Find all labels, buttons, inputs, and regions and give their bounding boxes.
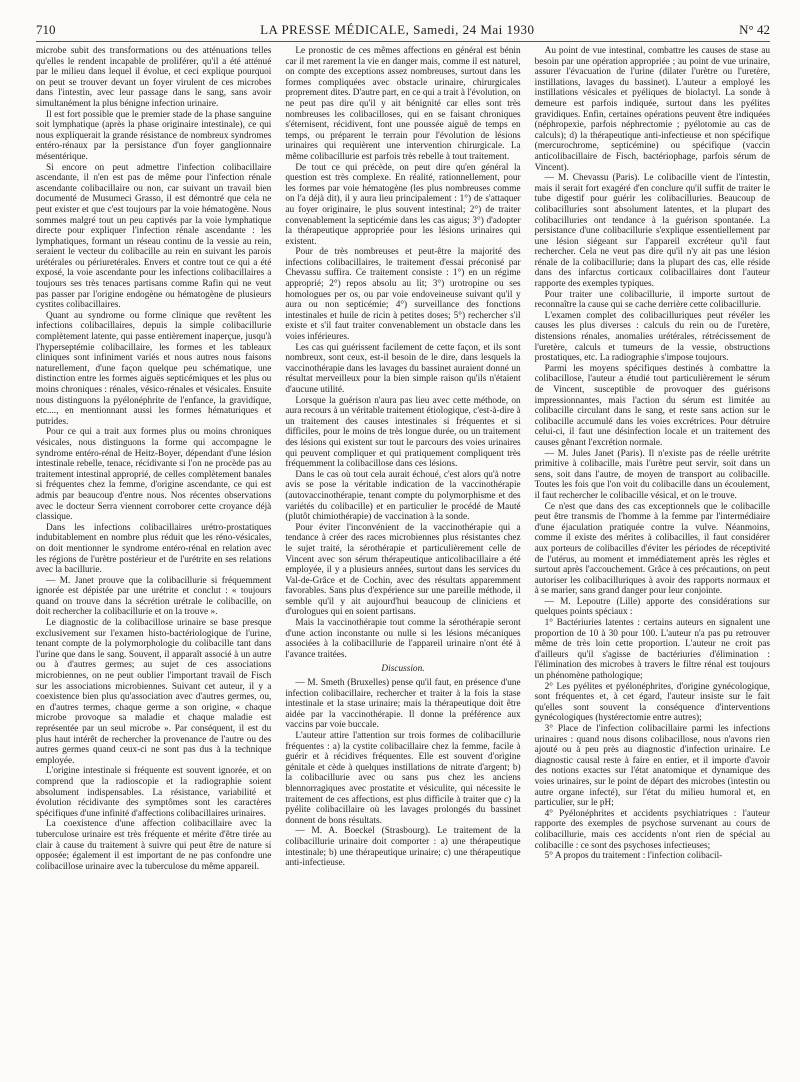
paragraph: microbe subit des transformations ou des atténuations telles qu'elles le rendent incapable de proliférer, qu'il a été atténué par le milieu dans lequel il évolue, et ceci explique pourquoi on peut se trouver devant un foyer virulent de ces microbes dans l'intestin, avec leur passage dans le sang, sans avoir simultanément la plus bénigne infection urinaire.	[36, 46, 272, 109]
paragraph: Il est fort possible que le premier stade de la phase sanguine soit lymphatique (après la phase originaire intestinale), ce qui nous expliquerait la grande résistance de nombreux syndromes entéro-rénaux par la persistance d'un foyer ganglionnaire mésentérique.	[36, 109, 272, 162]
paragraph: — M. Chevassu (Paris). Le colibacille vient de l'intestin, mais il serait fort exagéré d'en conclure qu'il suffit de traiter le tube digestif pour guérir les colibacilluries. Beaucoup de colibacilluries sont absolument latentes, et la plupart des colibacilluries ont tendance à la guérison spontanée. La persistance d'une colibacillurie s'explique essentiellement par une lésion siégeant sur l'appareil excréteur qu'il faut rechercher. Cela ne veut pas dire qu'il n'y ait pas une lésion rénale de la colibacillurie; dans la plupart des cas, elle réside dans des infarctus corticaux colibacillaires dont l'auteur rapporte des exemples typiques.	[534, 173, 770, 290]
paragraph: 2° Les pyélites et pyélonéphrites, d'origine gynécologique, sont fréquentes et, à cet égard, l'auteur insiste sur le fait qu'elles sont souvent la conséquence d'interventions gynécologiques (hystérectomie entre autres);	[534, 681, 770, 724]
paragraph: L'auteur attire l'attention sur trois formes de colibacillurie fréquentes : a) la cystite colibacillaire chez la femme, facile à guérir et à récidives fréquentes. Elle est souvent d'origine génitale et cède à quelques instillations de nitrate d'argent; b) la colibacillurie avec ou sans pus chez les anciens blennorragiques avec prostatite et vésiculite, qui nécessite le traitement de ces affections, est plus difficile à traiter que c) la pyélite colibacillaire où les lavages prolongés du bassinet donnent de bons résultats.	[285, 731, 521, 826]
article-columns	[36, 46, 770, 872]
paragraph: L'origine intestinale si fréquente est souvent ignorée, et on comprend que la radioscopie et la radiographie soient absolument indispensables. La résistance, variabilité et évolution récidivante des symptômes sont les caractères spécifiques d'une infinité d'affections colibacillaires urinaires.	[36, 766, 272, 819]
paragraph: Le diagnostic de la colibacillose urinaire se base presque exclusivement sur l'examen histo-bactériologique de l'urine, tenant compte de la polymorphologie du colibacille tant dans l'urine que dans le sang. Souvent, il apparaît associé à un autre ou à d'autres germes; au sujet de ces associations microbiennes, on ne peut oublier l'important travail de Fisch sur les associations microbiennes. Suivant cet auteur, il y a coexistence bien plus qu'association avec d'autres germes, ou, en d'autres termes, chaque germe a son origine, « chaque microbe provoque sa maladie et chaque maladie est représentée par un seul microbe ». Par conséquent, il est du plus haut intérêt de rechercher la provenance de l'autre ou des autres germes quand ceux-ci ne sont pas dus à la technique employée.	[36, 618, 272, 766]
journal-title: LA PRESSE MÉDICALE, Samedi, 24 Mai 1930	[260, 22, 535, 37]
column-middle	[285, 46, 520, 872]
paragraph: Ce n'est que dans des cas exceptionnels que le colibacille peut être transmis de l'homme à la femme par l'intermédiaire d'une éjaculation pratiquée contre la vulve. Néanmoins, comme il existe des mérites à colibacilles, il faut considérer aux porteurs de colibacilles d'éviter les périodes de réceptivité de l'utérus, au moment et immédiatement après les règles et surtout après l'accouchement. Grâce à ces précautions, on peut autoriser les colibacilluriques à avoir des rapports normaux et à se marier, sans grand danger pour leur conjointe.	[534, 501, 770, 597]
paragraph: Mais la vaccinothérapie tout comme la sérothérapie seront d'une action inconstante ou nulle si les lésions mécaniques associées à la colibacillurie de l'appareil urinaire n'ont été à l'avance traitées.	[285, 618, 521, 660]
paragraph: Pour de très nombreuses et peut-être la majorité des infections colibacillaires, le traitement d'essai préconisé par Chevassu suffira. Ce traitement consiste : 1°) en un régime approprié; 2°) repos absolu au lit; 3°) urotropine ou ses homologues per os, ou par voie endoveineuse suivant qu'il y aura ou non septicémie; 4°) surveillance des fonctions intestinales et huile de ricin à petites doses; 5°) rechercher s'il existe et s'il faut traiter convenablement un obstacle dans les voies inférieures.	[285, 247, 521, 343]
paragraph: 4° Pyélonéphrites et accidents psychiatriques : l'auteur rapporte des exemples de psychose survenant au cours de colibacillurie, mais ces accidents n'ont rien de spécial au colibacille : ce sont des psychoses infectieuses;	[534, 808, 770, 851]
page-header	[36, 22, 770, 42]
paragraph: Lorsque la guérison n'aura pas lieu avec cette méthode, on aura recours à un véritable traitement étiologique, c'est-à-dire à un traitement des causes intestinales si fréquentes et si difficiles, pour le moins de très longue durée, ou un traitement des lésions qui existent sur tout le parcours des voies urinaires qui peuvent compliquer et qui pratiquement compliquent très fréquemment la colibacillose dans ces lésions.	[285, 395, 521, 470]
paragraph: Parmi les moyens spécifiques destinés à combattre la colibacillose, l'auteur a étudié tout particulièrement le sérum de Vincent, susceptible de provoquer des guérisons impressionnantes, mais l'action du sérum est limitée au colibacille circulant dans le sang, et reste sans action sur le colibacille accumulé dans les voies excrétrices. Pour détruire celui-ci, il faut une désinfection locale et un traitement des causes gênant l'excrétion normale.	[534, 363, 770, 448]
paragraph: — M. Jules Janet (Paris). Il n'existe pas de réelle urétrite primitive à colibacille, mais l'urètre peut servir, soit dans un sens, soit dans l'autre, de moyen de transport au colibacille. Toutes les fois que l'on voit du colibacille dans un écoulement, il faut rechercher le colibacille vésical, et on le trouve.	[534, 448, 770, 501]
paragraph: Dans les infections colibacillaires urétro-prostatiques indubitablement en nombre plus réduit que les réno-vésicales, on doit mentionner le syndrome entéro-rénal en relation avec les régions de l'urètre postérieur et de l'urétrite en ses relations avec la bacillurie.	[36, 522, 272, 576]
paragraph: 3° Place de l'infection colibacillaire parmi les infections urinaires : quand nous disons colibacillose, nous n'avons rien ajouté ou à peu près au diagnostic d'infection urinaire. Le diagnostic causal reste à faire en entier, et il importe d'avoir des notions exactes sur l'état anatomique et dynamique des voies urinaires, sur le point de départ des microbes (intestin ou autre organe infecté), sur l'état du milieu humoral et, en particulier, sur le pH;	[534, 724, 770, 809]
discussion-heading: Discussion.	[381, 664, 425, 675]
paragraph: — M. Smeth (Bruxelles) pense qu'il faut, en présence d'une infection colibacillaire, rechercher et traiter à la fois la stase intestinale et la stase urinaire; mais la thérapeutique doit être aidée par la vaccinothérapie. Il donne la préférence aux vaccins par voie buccale.	[285, 678, 521, 731]
paragraph: L'examen complet des colibacilluriques peut révéler les causes les plus diverses : calculs du rein ou de l'uretère, distensions rénales, anomalies urétérales, rétrécissement de l'uretère, calculs et tumeurs de la vessie, obstructions prostatiques, etc. La radiographie s'impose toujours.	[534, 310, 770, 364]
paragraph: Pour ce qui a trait aux formes plus ou moins chroniques vésicales, nous distinguons la forme qui accompagne le syndrome entéro-rénal de Heitz-Boyer, dépendant d'une lésion intestinale rebelle, tenace, récidivante si l'on ne procède pas au traitement intestinal approprié, de celles complètement banales si fréquentes chez la femme, d'origine ascendante, ce qui est admis par beaucoup d'entre nous. Nos récentes observations avec le docteur Serra viennent corroborer cette croyance déjà classique.	[36, 427, 272, 523]
paragraph: 5° A propos du traitement : l'infection colibacil-	[544, 851, 723, 862]
paragraph: 1° Bactériuries latentes : certains auteurs en signalent une proportion de 10 à 30 pour 100. L'auteur n'a pas pu retrouver même de très loin cette proportion. L'auteur ne croit pas d'ailleurs qu'il s'agisse de bactériuries d'élimination : l'élimination des microbes à travers le filtre rénal est toujours un phénomène pathologique;	[534, 618, 770, 682]
paragraph: La coexistence d'une affection colibacillaire avec la tuberculose urinaire est très fréquente et mérite d'être tirée au clair à cause du traitement à suivre qui peut être de nature si opposée; également il est important de ne pas confondre une colibacillose urinaire avec la tuberculose du même appareil.	[36, 819, 272, 872]
paragraph: De tout ce qui précède, on peut dire qu'en général la question est très complexe. En réalité, rationnellement, pour les formes par voie hématogène (les plus nombreuses comme on l'a déjà dit), il y aura lieu principalement : 1°) de s'attaquer au foyer originaire, le plus souvent intestinal; 2°) de traiter convenablement la septicémie dans les cas aigus; 3°) d'adopter la thérapeutique appropriée pour les lésions urinaires qui existent.	[285, 162, 521, 247]
paragraph: Pour traiter une colibacillurie, il importe surtout de reconnaître la cause qui se cache derrière cette colibacillurie.	[534, 289, 770, 311]
column-right	[535, 46, 770, 872]
issue-number: N° 42	[739, 22, 770, 37]
paragraph: Dans le cas où tout cela aurait échoué, c'est alors qu'à notre avis se pose la véritable indication de la vaccinothérapie (autovaccinothérapie, tenant compte du polymorphisme et des variétés du colibacille) et en particulier le procédé de Mauté (plutôt chimiothérapie) de vaccination à la sonde.	[285, 469, 521, 523]
page-number: 710	[36, 22, 56, 37]
paragraph: Quant au syndrome ou forme clinique que revêtent les infections colibacillaires, depuis la simple colibacillurie complètement latente, qui passe entièrement inaperçue, jusqu'à l'hyperseptémie colibacillaire, les formes et les tableaux cliniques sont infiniment variés et nous autres nous faisons naturellement, d'une façon quelque peu schématique, une distinction entre les formes aiguës septicémiques et les plus ou moins chroniques : rénales, vésico-rénales et vésicales. Ensuite nous distinguons la pyélonéphrite de l'enfance, la gravidique, etc...., en mentionnant aussi les formes hématuriques et putrides.	[36, 310, 272, 427]
paragraph: Pour éviter l'inconvénient de la vaccinothérapie qui a tendance à créer des races microbiennes plus résistantes chez le sujet traité, la sérothérapie et particulièrement celle de Vincent avec son sérum thérapeutique anticolibacillaire a été employée, il y a plusieurs années, surtout dans les services du Val-de-Grâce et de Cochin, avec des résultats apparemment favorables. Sans plus d'expérience sur une pareille méthode, il semble qu'il y ait aujourd'hui beaucoup de cliniciens et d'urologues qui en soient partisans.	[285, 522, 521, 618]
paragraph: Si encore on peut admettre l'infection colibacillaire ascendante, il n'en est pas de même pour l'infection rénale ascendante colibacillaire ou non, car suivant un travail bien documenté de Musumeci Grasso, il est démontré que cela ne peut exister et que c'est toujours par la voie hématogène. Nous sommes malgré tout un peu captivés par la voie lymphatique directe pour expliquer l'infection rénale ascendante : les lymphatiques, formant un réseau continu de la vessie au rein, seraient le vecteur du colibacille au rein en suivant les parois urétérales ou périuretérales. Envers et contre tout ce qui a été exposé, la voie ascendante pour les infections colibacillaires a toujours ses très tenaces partisans comme Rafin qui ne veut pas passer par l'origine endogène ou hématogène de plusieurs cystites colibacillaires.	[36, 162, 272, 311]
paragraph: Au point de vue intestinal, combattre les causes de stase au besoin par une opération appropriée ; au point de vue urinaire, assurer l'évacuation de l'urine (dilater l'urètre ou l'uretère, instillations, lavages du bassinet). L'auteur a employé les instillations vésicales et pyéliques de biolactyl. La sonde à demeure est parfois indiquée, surtout dans les pyélites gravidiques. Enfin, certaines opérations peuvent être indiquées (néphropexie, parfois néphrectomie ; pyélotomie au cas de calculs); d) la thérapeutique anti-infectieuse et non spécifique (mercurochrome, septicémine) ou spécifique (vaccin anticolibacillaire de Fisch, bactériophage, parfois sérum de Vincent).	[534, 46, 770, 173]
paragraph: — M. Janet prouve que la colibacillurie si fréquemment ignorée est dépistée par une urétrite et conclut : « toujours quand on trouve dans la sécrétion urétrale le colibacille, on doit rechercher la colibacillurie et on la trouve ».	[36, 575, 272, 618]
column-left	[36, 46, 271, 872]
paragraph: Le pronostic de ces mêmes affections en général est bénin car il met rarement la vie en danger mais, comme il est naturel, on compte des exceptions assez nombreuses, surtout dans les formes compliquées avec obstacle urinaire, chirurgicales proprement dites. D'autre part, en ce qui a trait à l'évolution, on ne peut pas dire qu'il y ait bénignité car elles sont très nombreuses les colibacilloses, qui en se faisant chroniques s'éternisent, récidivent, font une poussée aiguë de temps en temps, ou préparent le terrain pour l'évolution de lésions urinaires qui requièrent une intervention chirurgicale. La même colibacillurie est parfois très rebelle à tout traitement.	[285, 46, 521, 162]
paragraph: — M. Lepoutre (Lille) apporte des considérations sur quelques points spéciaux :	[534, 596, 770, 618]
paragraph: Les cas qui guérissent facilement de cette façon, et ils sont nombreux, sont ceux, est-il besoin de le dire, dans lesquels la vaccinothérapie dans les lavages du bassinet auraient donné un résultat merveilleux pour la bien simple raison qu'ils n'étaient d'aucune utilité.	[285, 342, 521, 395]
paragraph: — M. A. Boeckel (Strasbourg). Le traitement de la colibacillurie urinaire doit comporter : a) une thérapeutique intestinale; b) une thérapeutique urinaire; c) une thérapeutique anti-infectieuse.	[285, 826, 521, 869]
